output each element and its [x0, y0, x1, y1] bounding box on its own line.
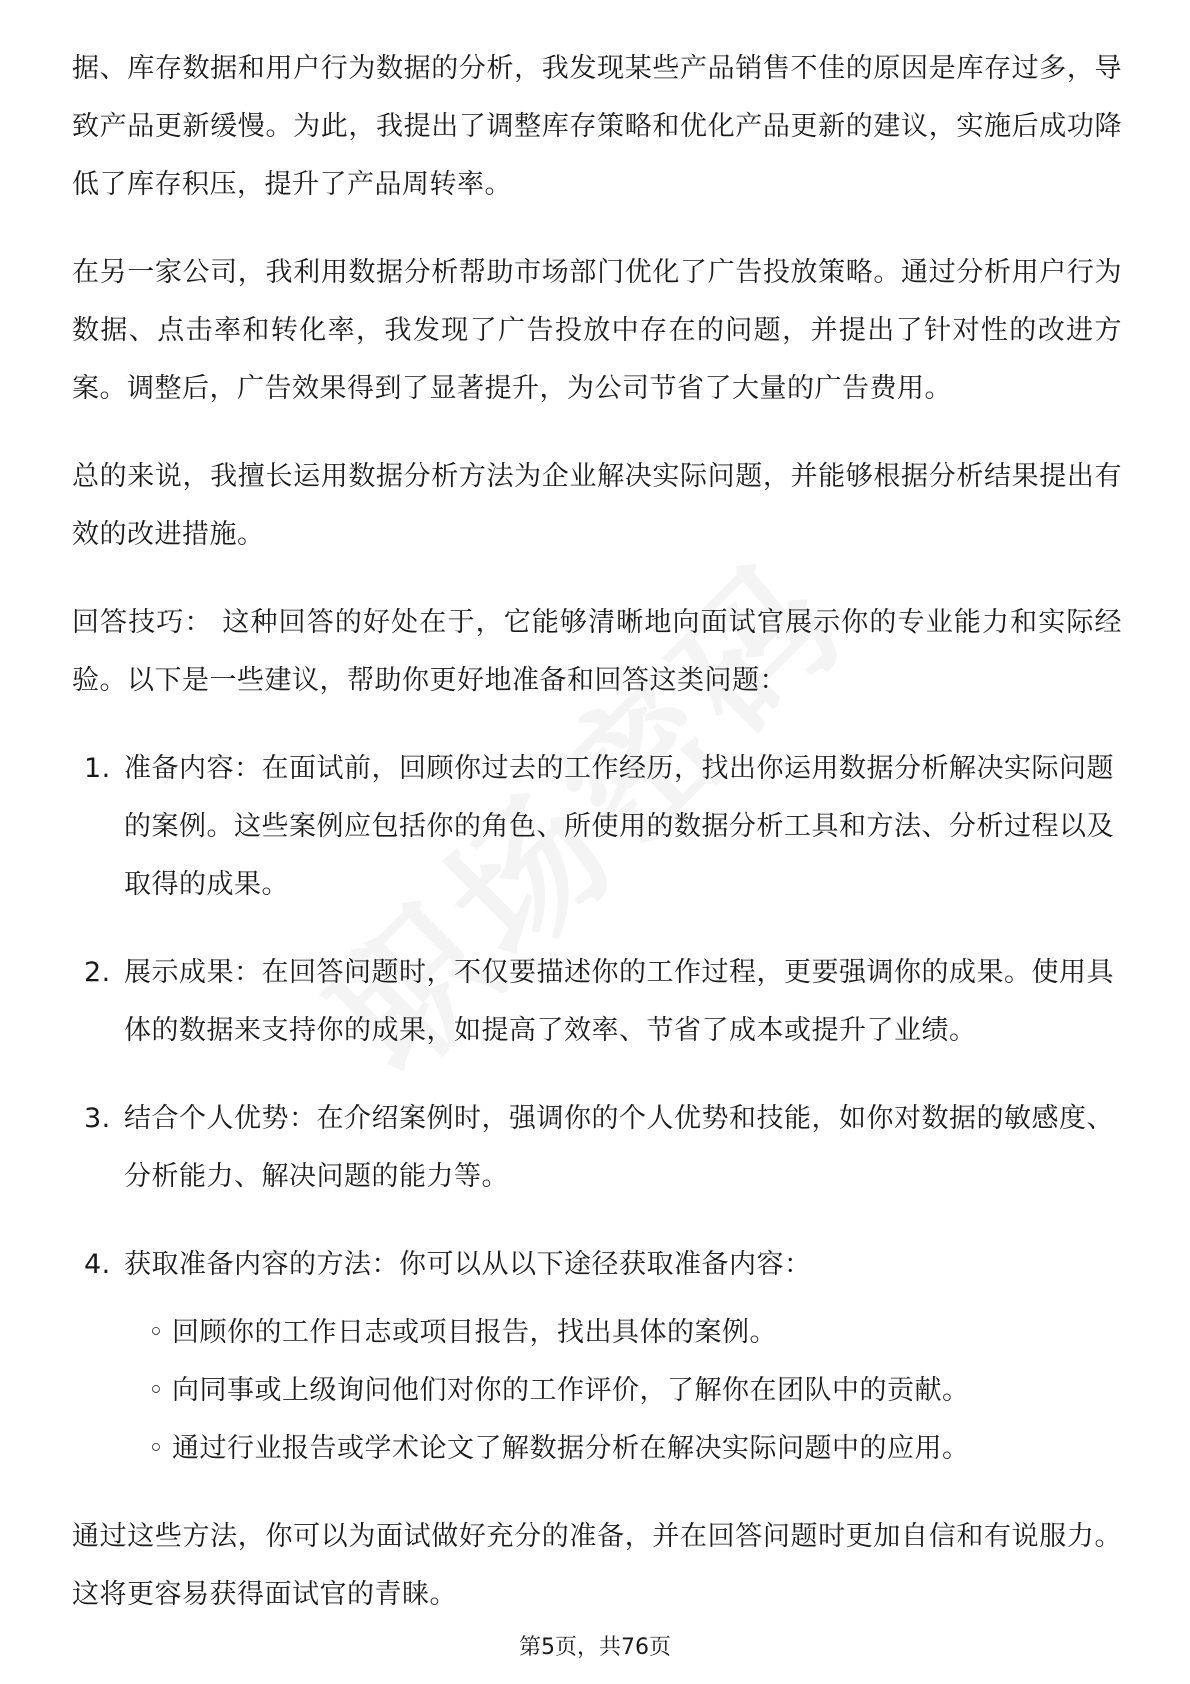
list-number: 1.	[84, 753, 111, 784]
list-number: 3.	[84, 1103, 111, 1134]
paragraph: 总的来说，我擅长运用数据分析方法为企业解决实际问题，并能够根据分析结果提出有效的改进措施。	[72, 461, 1122, 550]
bullet-icon: ◦	[148, 1375, 165, 1406]
bullet-item-text: 向同事或上级询问他们对你的工作评价，了解你在团队中的贡献。	[172, 1375, 970, 1406]
list-item	[72, 944, 1122, 1060]
list-item	[72, 1236, 1122, 1294]
list-item-text: 获取准备内容的方法：你可以从以下途径获取准备内容：	[124, 1249, 812, 1280]
list-number: 4.	[84, 1249, 111, 1280]
bullet-item	[148, 1304, 1122, 1362]
list-item	[72, 740, 1122, 914]
paragraph: 在另一家公司，我利用数据分析帮助市场部门优化了广告投放策略。通过分析用户行为数据、点击率和转化率，我发现了广告投放中存在的问题，并提出了针对性的改进方案。调整后，广告效果得到了显著提升，为公司节省了大量的广告费用。	[72, 257, 1122, 404]
bullet-item-text: 通过行业报告或学术论文了解数据分析在解决实际问题中的应用。	[172, 1433, 970, 1464]
bullet-list	[72, 1304, 1122, 1478]
bullet-item-text: 回顾你的工作日志或项目报告，找出具体的案例。	[172, 1317, 777, 1348]
page-footer: 第5页，共76页	[519, 1635, 671, 1660]
paragraph: 回答技巧： 这种回答的好处在于，它能够清晰地向面试官展示你的专业能力和实际经验。以下是一些建议，帮助你更好地准备和回答这类问题：	[72, 607, 1122, 696]
paragraph: 据、库存数据和用户行为数据的分析，我发现某些产品销售不佳的原因是库存过多，导致产品更新缓慢。为此，我提出了调整库存策略和优化产品更新的建议，实施后成功降低了库存积压，提升了产品周转率。	[72, 53, 1122, 200]
bullet-item	[148, 1362, 1122, 1420]
list-item	[72, 1090, 1122, 1206]
list-item-text: 准备内容：在面试前，回顾你过去的工作经历，找出你运用数据分析解决实际问题的案例。这些案例应包括你的角色、所使用的数据分析工具和方法、分析过程以及取得的成果。	[124, 753, 1114, 900]
list-item-text: 结合个人优势：在介绍案例时，强调你的个人优势和技能，如你对数据的敏感度、分析能力、解决问题的能力等。	[124, 1103, 1114, 1192]
bullet-icon: ◦	[148, 1317, 165, 1348]
bullet-icon: ◦	[148, 1433, 165, 1464]
list-item-text: 展示成果：在回答问题时，不仅要描述你的工作过程，更要强调你的成果。使用具体的数据来支持你的成果，如提高了效率、节省了成本或提升了业绩。	[124, 957, 1114, 1046]
bullet-item	[148, 1420, 1122, 1478]
numbered-list	[72, 740, 1122, 1294]
document-body	[72, 40, 1122, 1654]
closing-paragraph: 通过这些方法，你可以为面试做好充分的准备，并在回答问题时更加自信和有说服力。这将更容易获得面试官的青睐。	[72, 1521, 1122, 1610]
list-number: 2.	[84, 957, 111, 988]
